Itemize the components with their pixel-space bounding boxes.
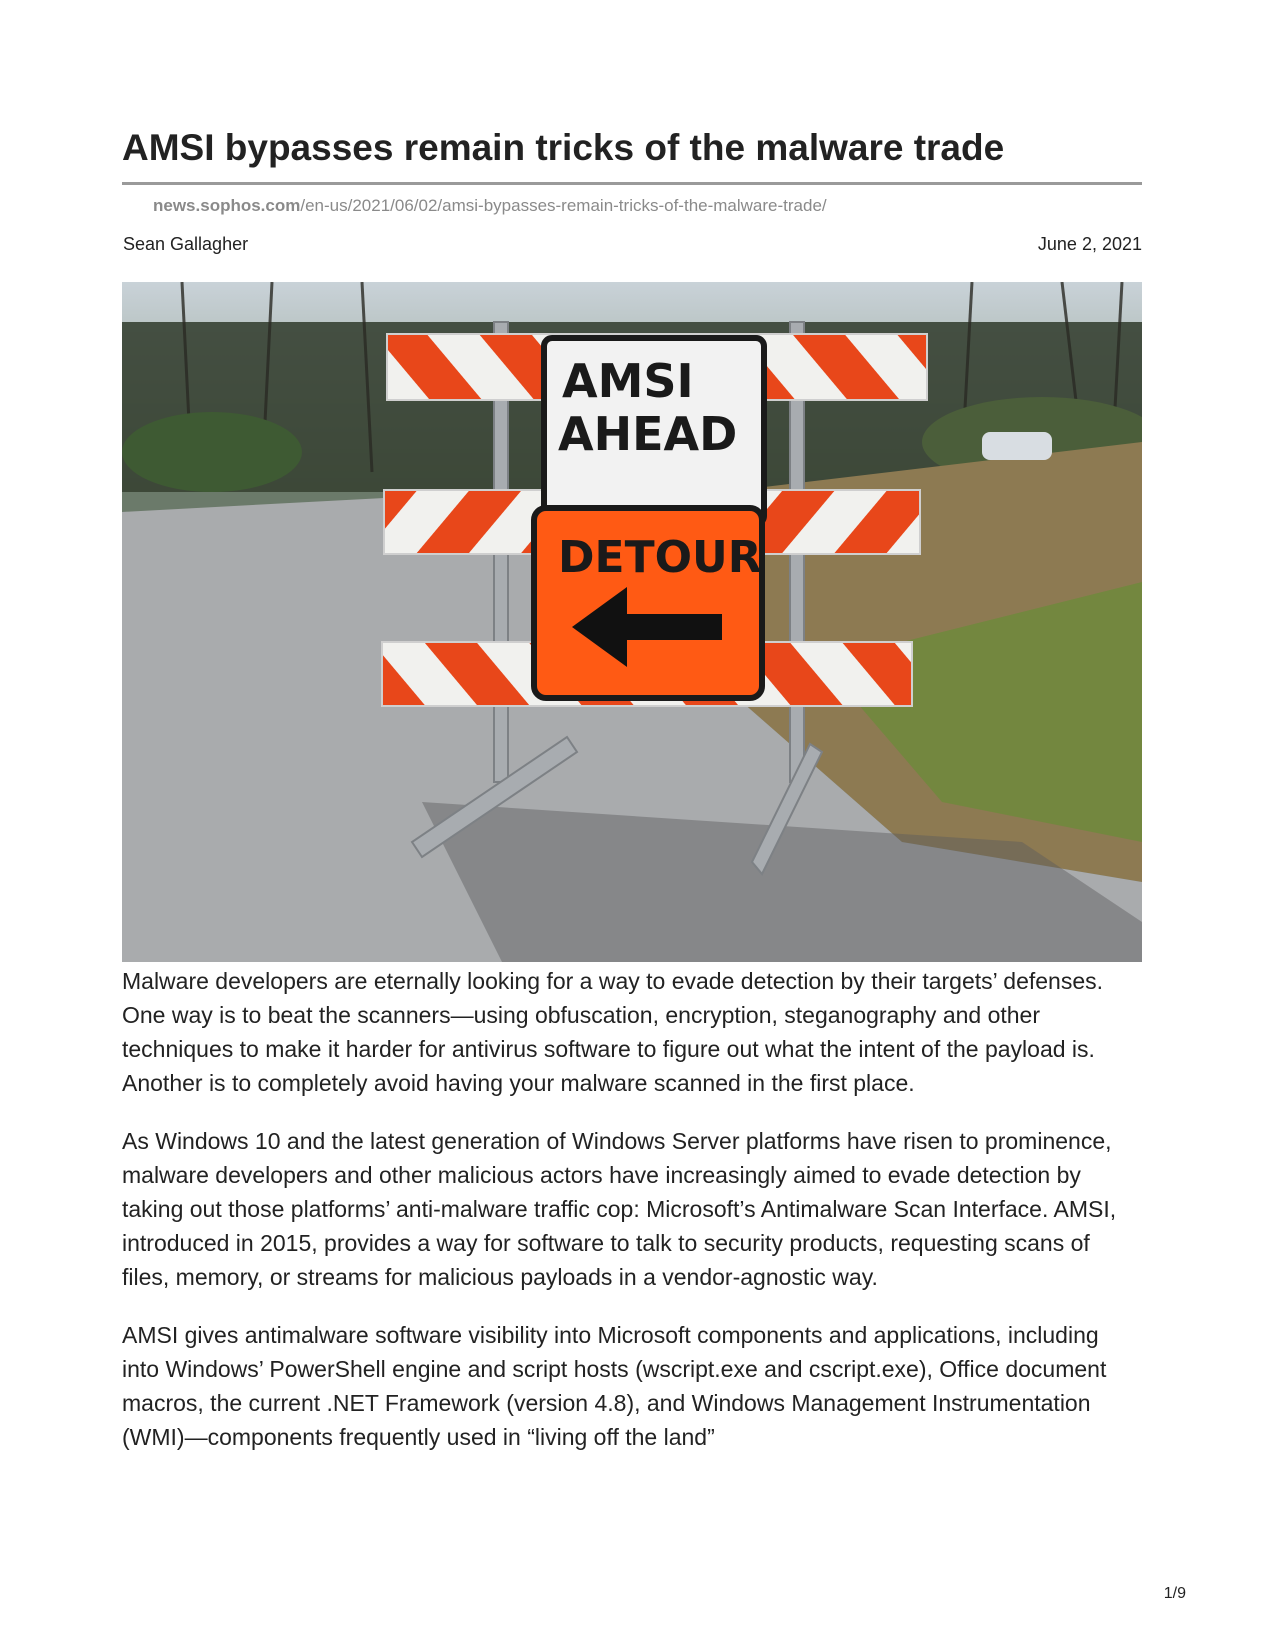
hero-image xyxy=(122,282,1142,962)
sign-amsi-ahead xyxy=(544,338,764,524)
author-name: Sean Gallagher xyxy=(123,234,249,254)
page-number: 1/9 xyxy=(1163,1585,1186,1602)
sign-line-1: AMSI xyxy=(562,354,694,408)
article-body xyxy=(122,964,1142,1478)
paragraph-3: AMSI gives antimalware software visibility into Microsoft components and applications, including into Windows’ PowerShell engine and script hosts (wscript.exe and cscript.exe), Office document macros, the current .NET Framework (version 4.8), and Windows Management Instrumentation (WMI)—components frequently used in “living off the land” xyxy=(122,1322,1107,1450)
source-host: news.sophos.com xyxy=(153,196,301,215)
paragraph-1: Malware developers are eternally looking for a way to evade detection by their targets’ defenses. One way is to beat the scanners—using obfuscation, encryption, steganography and other techniques to make it harder for antivirus software to figure out what the intent of the payload is. Another is to completely avoid having your malware scanned in the first place. xyxy=(122,968,1104,1096)
hero-illustration xyxy=(122,282,1142,962)
article-title: AMSI bypasses remain tricks of the malware trade xyxy=(122,127,1005,168)
bush-left xyxy=(122,412,302,492)
paragraph-2: As Windows 10 and the latest generation of Windows Server platforms have risen to prominence, malware developers and other malicious actors have increasingly aimed to evade detection by taking out those platforms’ anti-malware traffic cop: Microsoft’s Antimalware Scan Interface. AMSI, introduced in 2015, provides a way for software to talk to security products, requesting scans of files, memory, or streams for malicious payloads in a vendor-agnostic way. xyxy=(122,1128,1117,1290)
publish-date: June 2, 2021 xyxy=(1037,234,1142,254)
source-url[interactable] xyxy=(153,196,827,216)
parked-car xyxy=(982,432,1052,460)
source-path: /en-us/2021/06/02/amsi-bypasses-remain-tricks-of-the-malware-trade/ xyxy=(300,196,827,215)
sign-line-2: AHEAD xyxy=(558,407,738,461)
sign-detour-label: DETOUR xyxy=(558,532,762,583)
title-divider xyxy=(122,182,1142,185)
sign-detour xyxy=(534,508,762,698)
